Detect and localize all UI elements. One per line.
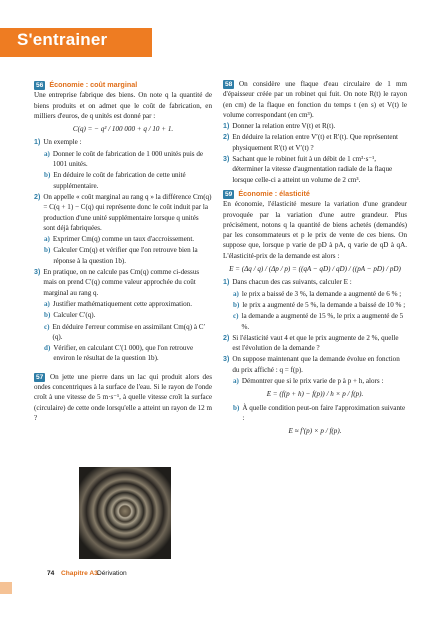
exercise-57-text: On jette une pierre dans un lac qui produit alors des ondes concentriques à la surface de l'eau. Si le rayon de l'onde croît à une vitesse de 5 m·s⁻¹, à quelle vitesse croît la surface (circulaire) de cette onde lorsqu'elle a atteint un rayon de 12 m ? [34, 372, 212, 422]
elasticity-formula-2: E = (f(p + h) − f(p)) / h × p / f(p). [266, 390, 364, 399]
question-2b: b) Calculer Cm(q) et vérifier que l'on retrouve bien la réponse à la question 1b). [44, 246, 198, 265]
question-2: 2) Si l'élasticité vaut 4 et que le prix augmente de 2 %, quelle est l'évolution de la demande ? [223, 333, 399, 353]
elasticity-formula-3: E ≈ f′(p) × p / f(p). [288, 427, 342, 436]
exercise-title: Économie : coût marginal [49, 80, 138, 89]
question-1b: b) le prix a augmenté de 5 %, la demande a baissé de 10 % ; [233, 300, 406, 309]
exercise-56-header [34, 80, 212, 90]
exercise-58-text: On considère une flaque d'eau circulaire de 1 mm d'épaisseur créée par un robinet qui fuit. On note R(t) le rayon (en cm) de la flaque en fonction du temps t (en s) et V(t) le volume correspondant (en cm³). [223, 80, 407, 119]
question-2: 2) En déduire la relation entre V′(t) et R′(t). Que représentent physiquement R′(t) et V′(t) ? [223, 133, 398, 152]
exercise-number: 57 [36, 373, 44, 381]
question-3b: b) À quelle condition peut-on faire l'approximation suivante : [233, 403, 406, 422]
elasticity-formula: E = (Δq / q) / (Δp / p) = ((qA − qD) / qD) / ((pA − pD) / pD) [229, 265, 401, 274]
question-3c: c) En déduire l'erreur commise en assimilant Cm(q) à C′(q). [44, 322, 206, 341]
question-3: 3) Sachant que le robinet fuit à un débit de 1 cm³·s⁻¹, déterminer la vitesse d'augmentation radiale de la flaque lorsque celle-ci a atteint un volume de 2 cm³. [223, 155, 393, 184]
chapter-title: Dérivation [97, 570, 127, 577]
exercise-number: 58 [225, 81, 233, 88]
exercise-number: 59 [225, 190, 233, 198]
section-banner [0, 28, 152, 57]
left-column [34, 80, 212, 423]
question-1: 1) Dans chacun des cas suivants, calculer E : [223, 278, 352, 287]
question-1b: b) En déduire le coût de fabrication de cette unité supplémentaire. [44, 171, 186, 190]
question-3a: a) Justifier mathématiquement cette approximation. [44, 299, 192, 308]
exercise-59-intro: En économie, l'élasticité mesure la variation d'une grandeur provoquée par la variation d'une autre grandeur. Plus précisément, notons q la quantité de biens achetés (demandés) par les consommateurs et p le prix de vente de ces biens. On suppose que, lorsque p varie de pD à pA, q varie de qD à qA. L'élasticité-prix de la demande est alors : [223, 200, 407, 260]
page-title: S'entrainer [17, 30, 108, 49]
chapter-label: Chapitre A3. [61, 570, 100, 577]
question-1: 1) Donner la relation entre V(t) et R(t). [223, 122, 336, 131]
question-3b: b) Calculer C′(q). [44, 311, 96, 320]
question-1: 1) Un exemple : [34, 138, 82, 147]
page-footer [0, 568, 435, 586]
question-1c: c) la demande a augmenté de 15 %, le prix a augmenté de 5 %. [233, 312, 404, 331]
page-number: 74 [47, 570, 55, 577]
question-3: 3) En pratique, on ne calcule pas Cm(q) comme ci-dessus mais on prend C′(q) comme valeur approchée du coût marginal au rang q. [34, 268, 200, 297]
exercise-title: Économie : élasticité [238, 188, 310, 198]
question-3: 3) On suppose maintenant que la demande évolue en fonction du prix affiché : q = f(p). [223, 355, 400, 374]
question-3a: a) Démontrer que si le prix varie de p à p + h, alors : [233, 377, 384, 386]
cost-formula: C(q) = − q² / 100 000 + q / 10 + 1. [72, 125, 174, 134]
footer-color-mark [0, 582, 12, 594]
water-ripples-photo [79, 467, 171, 559]
right-column [223, 80, 407, 440]
question-2a: a) Exprimer Cm(q) comme un taux d'accroissement. [44, 235, 195, 244]
exercise-59-header [223, 189, 407, 199]
question-1a: a) Donner le coût de fabrication de 1 000 unités puis de 1001 unités. [44, 149, 204, 169]
top-bar [0, 0, 435, 58]
question-1a: a) le prix a baissé de 3 %, la demande a augmenté de 6 % ; [233, 289, 402, 298]
question-3d: d) Vérifier, en calculant C′(1 000), que l'on retrouve environ le résultat de la question 1b). [44, 344, 194, 363]
exercise-number: 56 [36, 81, 44, 89]
exercise-56-intro: Une entreprise fabrique des biens. On note q la quantité de biens produits et on admet que le coût de fabrication, en milliers d'euros, de q unités est donné par : [34, 91, 212, 120]
question-2: 2) On appelle « coût marginal au rang q » la différence Cm(q) = C(q + 1) − C(q) qui représente donc le coût induit par la production d'une unité supplémentaire lorsque q unités sont déjà fabriquées. [34, 192, 212, 232]
